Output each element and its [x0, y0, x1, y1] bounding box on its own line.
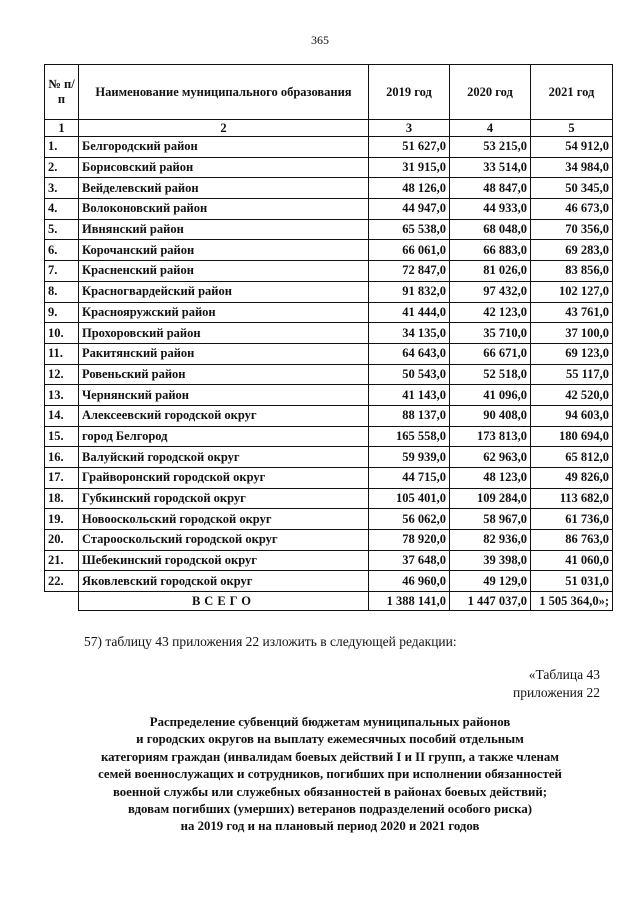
row-2021: 54 912,0 [531, 137, 613, 158]
row-number: 12. [45, 364, 79, 385]
table-row [45, 550, 613, 571]
row-number: 8. [45, 281, 79, 302]
row-name: Прохоровский район [79, 323, 369, 344]
total-2019: 1 388 141,0 [369, 592, 450, 611]
table-row [45, 571, 613, 592]
row-2021: 69 123,0 [531, 343, 613, 364]
row-2019: 72 847,0 [369, 261, 450, 282]
table-row [45, 509, 613, 530]
row-name: Красногвардейский район [79, 281, 369, 302]
row-2019: 41 143,0 [369, 385, 450, 406]
row-2019: 44 715,0 [369, 468, 450, 489]
header-2021: 2021 год [531, 65, 613, 120]
table-row [45, 488, 613, 509]
row-2021: 34 984,0 [531, 157, 613, 178]
row-2021: 113 682,0 [531, 488, 613, 509]
table-header-row [45, 65, 613, 120]
title-line: военной службы или служебных обязанностей в районах боевых действий; [112, 784, 548, 799]
subsidy-table [44, 64, 613, 611]
row-2021: 50 345,0 [531, 178, 613, 199]
row-name: Ровеньский район [79, 364, 369, 385]
row-2020: 35 710,0 [450, 323, 531, 344]
row-name: Вейделевский район [79, 178, 369, 199]
row-2021: 41 060,0 [531, 550, 613, 571]
row-name: Ивнянский район [79, 219, 369, 240]
title-line: и городских округов на выплату ежемесячных пособий отдельным [136, 732, 524, 747]
row-2019: 37 648,0 [369, 550, 450, 571]
table-row [45, 530, 613, 551]
table-row [45, 137, 613, 158]
row-2020: 66 883,0 [450, 240, 531, 261]
table-reference [513, 666, 600, 702]
row-number: 18. [45, 488, 79, 509]
header-2020: 2020 год [450, 65, 531, 120]
table-row [45, 426, 613, 447]
row-2019: 48 126,0 [369, 178, 450, 199]
row-2019: 41 444,0 [369, 302, 450, 323]
title-line: категориям граждан (инвалидам боевых действий I и II групп, а также членам [101, 749, 559, 764]
row-name: Шебекинский городской округ [79, 550, 369, 571]
row-number: 9. [45, 302, 79, 323]
row-2021: 86 763,0 [531, 530, 613, 551]
total-2021: 1 505 364,0»; [531, 592, 613, 611]
row-2021: 49 826,0 [531, 468, 613, 489]
row-name: Белгородский район [79, 137, 369, 158]
row-name: Чернянский район [79, 385, 369, 406]
table-row [45, 240, 613, 261]
row-2020: 66 671,0 [450, 343, 531, 364]
row-name: Корочанский район [79, 240, 369, 261]
header-name: Наименование муниципального образования [79, 65, 369, 120]
row-2020: 49 129,0 [450, 571, 531, 592]
row-2021: 42 520,0 [531, 385, 613, 406]
column-index: 2 [79, 120, 369, 137]
column-index: 4 [450, 120, 531, 137]
row-2021: 94 603,0 [531, 405, 613, 426]
table-row [45, 447, 613, 468]
row-2019: 78 920,0 [369, 530, 450, 551]
row-2019: 56 062,0 [369, 509, 450, 530]
row-name: Краснояружский район [79, 302, 369, 323]
page-number: 365 [311, 33, 329, 47]
row-2019: 44 947,0 [369, 199, 450, 220]
row-name: Алексеевский городской округ [79, 405, 369, 426]
column-index: 5 [531, 120, 613, 137]
row-2020: 173 813,0 [450, 426, 531, 447]
row-2020: 33 514,0 [450, 157, 531, 178]
row-2019: 51 627,0 [369, 137, 450, 158]
table-row [45, 157, 613, 178]
row-2019: 105 401,0 [369, 488, 450, 509]
row-2019: 46 960,0 [369, 571, 450, 592]
row-2019: 64 643,0 [369, 343, 450, 364]
row-2019: 91 832,0 [369, 281, 450, 302]
total-2020: 1 447 037,0 [450, 592, 531, 611]
row-2020: 82 936,0 [450, 530, 531, 551]
row-2020: 48 123,0 [450, 468, 531, 489]
table-reference-line: приложения 22 [512, 685, 600, 700]
row-2020: 97 432,0 [450, 281, 531, 302]
row-2021: 102 127,0 [531, 281, 613, 302]
row-name: Губкинский городской округ [79, 488, 369, 509]
row-2020: 44 933,0 [450, 199, 531, 220]
row-2020: 81 026,0 [450, 261, 531, 282]
row-2019: 88 137,0 [369, 405, 450, 426]
table-reference-line: «Таблица 43 [528, 667, 600, 682]
column-index: 1 [45, 120, 79, 137]
row-2020: 58 967,0 [450, 509, 531, 530]
row-number: 11. [45, 343, 79, 364]
table-row [45, 468, 613, 489]
title-line: Распределение субвенций бюджетам муниципальных районов [149, 715, 511, 729]
row-2021: 70 356,0 [531, 219, 613, 240]
row-number: 10. [45, 323, 79, 344]
row-2021: 46 673,0 [531, 199, 613, 220]
row-2021: 55 117,0 [531, 364, 613, 385]
row-number: 4. [45, 199, 79, 220]
title-line: вдовам погибших (умерших) ветеранов подразделений особого риска) [127, 802, 532, 817]
row-2020: 48 847,0 [450, 178, 531, 199]
row-2020: 53 215,0 [450, 137, 531, 158]
row-name: Борисовский район [79, 157, 369, 178]
row-2021: 37 100,0 [531, 323, 613, 344]
row-name: Ракитянский район [79, 343, 369, 364]
row-number: 6. [45, 240, 79, 261]
table-body [45, 137, 613, 592]
table-row [45, 281, 613, 302]
edit-instruction: 57) таблицу 43 приложения 22 изложить в следующей редакции: [84, 634, 457, 649]
row-number: 15. [45, 426, 79, 447]
row-number: 14. [45, 405, 79, 426]
row-2021: 51 031,0 [531, 571, 613, 592]
row-number: 22. [45, 571, 79, 592]
total-spacer [45, 592, 79, 611]
table-row [45, 343, 613, 364]
row-2019: 66 061,0 [369, 240, 450, 261]
row-2020: 41 096,0 [450, 385, 531, 406]
next-table-title [30, 714, 630, 836]
row-number: 7. [45, 261, 79, 282]
table-row [45, 199, 613, 220]
row-number: 13. [45, 385, 79, 406]
row-2021: 180 694,0 [531, 426, 613, 447]
column-index-row [45, 120, 613, 137]
row-2019: 34 135,0 [369, 323, 450, 344]
total-row [45, 592, 613, 611]
row-number: 1. [45, 137, 79, 158]
row-number: 21. [45, 550, 79, 571]
row-number: 20. [45, 530, 79, 551]
row-2021: 83 856,0 [531, 261, 613, 282]
table-row [45, 405, 613, 426]
row-name: Волоконовский район [79, 199, 369, 220]
table-row [45, 323, 613, 344]
title-line: семей военнослужащих и сотрудников, погибших при исполнении обязанностей [98, 767, 562, 782]
row-2021: 43 761,0 [531, 302, 613, 323]
table-row [45, 178, 613, 199]
row-name: Грайворонский городской округ [79, 468, 369, 489]
row-2020: 52 518,0 [450, 364, 531, 385]
table-row [45, 364, 613, 385]
column-index: 3 [369, 120, 450, 137]
table-row [45, 219, 613, 240]
row-name: Красненский район [79, 261, 369, 282]
table-row [45, 261, 613, 282]
row-2019: 165 558,0 [369, 426, 450, 447]
row-name: Новооскольский городской округ [79, 509, 369, 530]
row-2020: 62 963,0 [450, 447, 531, 468]
row-2020: 90 408,0 [450, 405, 531, 426]
row-2020: 109 284,0 [450, 488, 531, 509]
row-2020: 68 048,0 [450, 219, 531, 240]
row-number: 17. [45, 468, 79, 489]
row-2021: 65 812,0 [531, 447, 613, 468]
row-2019: 31 915,0 [369, 157, 450, 178]
row-2019: 59 939,0 [369, 447, 450, 468]
row-2020: 42 123,0 [450, 302, 531, 323]
total-label: ВСЕГО [79, 592, 369, 611]
row-2019: 65 538,0 [369, 219, 450, 240]
title-line: на 2019 год и на плановый период 2020 и 2021 годов [180, 819, 480, 834]
table-row [45, 302, 613, 323]
row-number: 16. [45, 447, 79, 468]
row-number: 3. [45, 178, 79, 199]
row-2020: 39 398,0 [450, 550, 531, 571]
header-2019: 2019 год [369, 65, 450, 120]
header-num: № п/п [45, 65, 79, 120]
table-row [45, 385, 613, 406]
row-number: 19. [45, 509, 79, 530]
row-name: Валуйский городской округ [79, 447, 369, 468]
row-name: Старооскольский городской округ [79, 530, 369, 551]
row-2019: 50 543,0 [369, 364, 450, 385]
row-name: Яковлевский городской округ [79, 571, 369, 592]
row-2021: 61 736,0 [531, 509, 613, 530]
row-2021: 69 283,0 [531, 240, 613, 261]
row-name: город Белгород [79, 426, 369, 447]
row-number: 2. [45, 157, 79, 178]
row-number: 5. [45, 219, 79, 240]
